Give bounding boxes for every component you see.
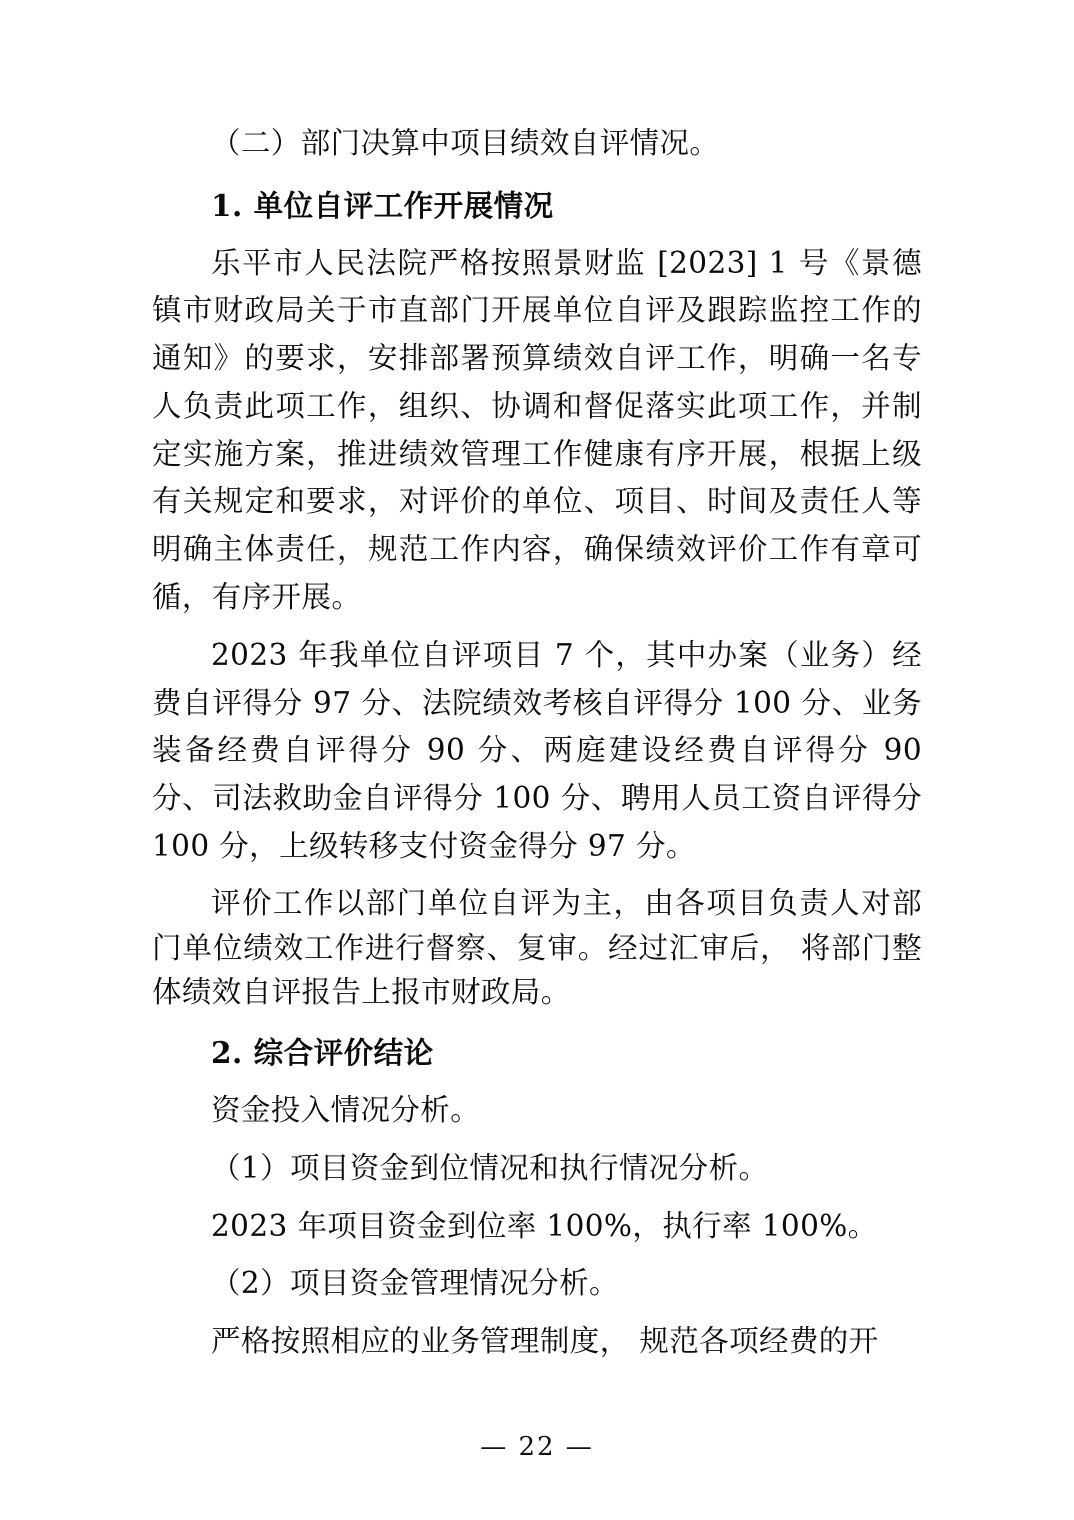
paragraph-review-process: 评价工作以部门单位自评为主，由各项目负责人对部门单位绩效工作进行督察、复审。经过汇审后， 将部门整体绩效自评报告上报市财政局。: [152, 885, 922, 1010]
paragraph-item-2-title: （2）项目资金管理情况分析。: [211, 1266, 619, 1301]
paragraph-item-2-body: 严格按照相应的业务管理制度， 规范各项经费的开: [211, 1324, 879, 1359]
page-number: — 22 —: [480, 1432, 594, 1462]
section-title: （二）部门决算中项目绩效自评情况。: [211, 126, 720, 160]
paragraph-project-scores: 2023 年我单位自评项目 7 个，其中办案（业务）经费自评得分 97 分、法院绩效考核自评得分 100 分、业务装备经费自评得分 90 分、两庭建设经费自评得分 90 分、司法救助金自评得分 100 分、聘用人员工资自评得分 100 分，上级转移支付资金得分 97 分。: [152, 637, 922, 863]
document-body: [152, 120, 922, 1366]
heading-unit-self-evaluation: 1. 单位自评工作开展情况: [211, 187, 554, 223]
paragraph-funding-analysis: 资金投入情况分析。: [211, 1092, 481, 1127]
paragraph-item-1-title: （1）项目资金到位情况和执行情况分析。: [211, 1150, 769, 1185]
paragraph-item-1-body: 2023 年项目资金到位率 100%，执行率 100%。: [211, 1208, 878, 1243]
heading-comprehensive-conclusion: 2. 综合评价结论: [211, 1035, 434, 1071]
paragraph-self-evaluation-basis: 乐平市人民法院严格按照景财监 [2023] 1 号《景德镇市财政局关于市直部门开展单位自评及跟踪监控工作的通知》的要求，安排部署预算绩效自评工作，明确一名专人负责此项工作，组织、协调和督促落实此项工作，并制定实施方案，推进绩效管理工作健康有序开展，根据上级有关规定和要求，对评价的单位、项目、时间及责任人等明确主体责任，规范工作内容，确保绩效评价工作有章可循，有序开展。: [152, 245, 922, 615]
